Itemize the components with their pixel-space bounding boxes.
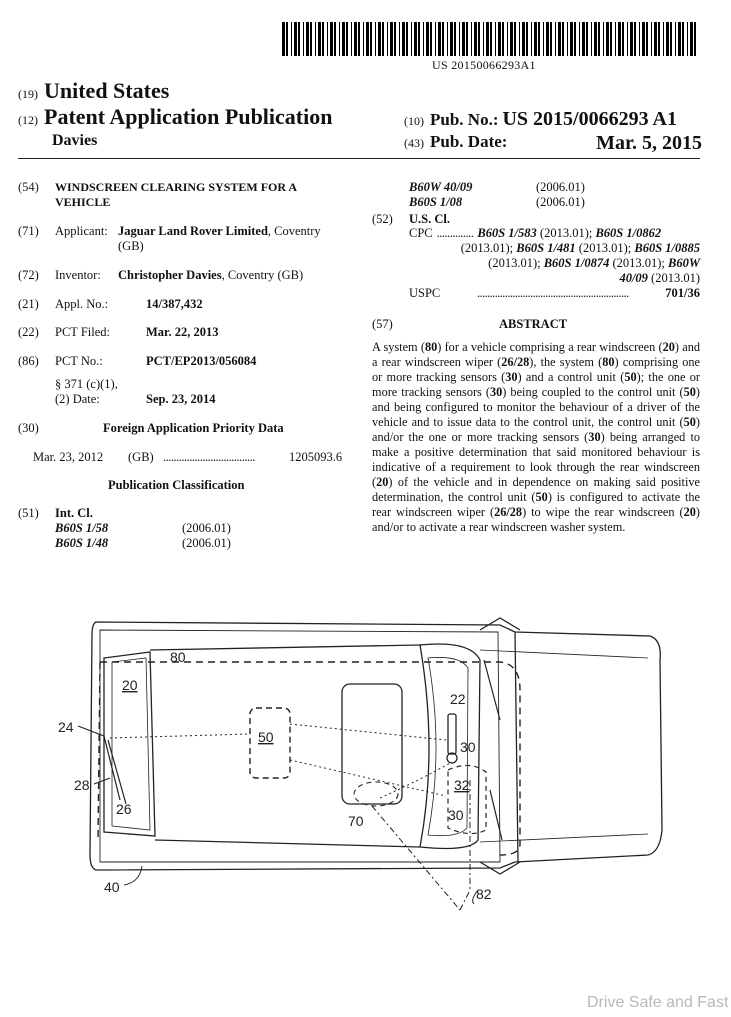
barcode-bar <box>567 22 568 56</box>
barcode-bar <box>414 22 417 56</box>
abstract-segment: ) comprising one or more tracking sensors ( <box>372 355 701 384</box>
applicant-location: , Coventry <box>267 224 321 238</box>
barcode-bar <box>459 22 460 56</box>
abstract-segment: ) of the vehicle and in dependence on making said positive determination, the control unit ( <box>372 475 700 504</box>
pubdate-code: (43) <box>404 136 424 150</box>
barcode-bar <box>438 22 441 56</box>
barcode-bar <box>339 22 340 56</box>
barcode-bar <box>342 22 345 56</box>
barcode-bar <box>430 22 432 56</box>
pct-filed-label: PCT Filed: <box>55 325 110 339</box>
barcode-bar <box>526 22 528 56</box>
country-heading <box>18 78 169 104</box>
intcl-version-3: (2006.01) <box>536 180 585 194</box>
cpc-class-6a: B60W <box>668 256 700 270</box>
abstract-ref-number: 30 <box>505 370 518 384</box>
barcode-bar <box>682 22 684 56</box>
barcode-bar <box>291 22 292 56</box>
barcode-bar <box>447 22 448 56</box>
barcode-bar <box>310 22 312 56</box>
abstract-segment: ) to wipe the rear windscreen ( <box>522 505 684 519</box>
barcode-bar <box>519 22 520 56</box>
abstract-segment: ) being coupled to the control unit ( <box>502 385 684 399</box>
intcl-label: Int. Cl. <box>55 506 93 520</box>
barcode-bar <box>334 22 336 56</box>
abstract-segment: A system ( <box>372 340 425 354</box>
barcode-bar <box>543 22 544 56</box>
intcl-class-2: B60S 1/48 <box>55 536 109 550</box>
title-code: (54) <box>18 180 39 194</box>
s371-value: Sep. 23, 2014 <box>146 392 216 406</box>
label-70: 70 <box>348 813 364 829</box>
pubno-label: Pub. No.: <box>430 110 499 129</box>
barcode-bar <box>495 22 496 56</box>
barcode-bar <box>522 22 525 56</box>
cpc-version-5: (2013.01); <box>612 256 665 270</box>
country-name: United States <box>44 78 170 103</box>
abstract-segment: ) and a rear windscreen wiper ( <box>372 340 700 369</box>
barcode-bar <box>351 22 352 56</box>
driver-head <box>354 782 398 806</box>
priority-heading: Foreign Application Priority Data <box>103 421 284 435</box>
label-26: 26 <box>116 801 132 817</box>
abstract-ref-number: 20 <box>683 505 696 519</box>
barcode-bar <box>327 22 328 56</box>
abstract-segment: ) and/or to activate a rear windscreen washer system. <box>372 505 700 534</box>
barcode-bar <box>435 22 436 56</box>
pubno-value: US 2015/0066293 A1 <box>502 108 677 130</box>
barcode-bar <box>642 22 645 56</box>
barcode-bar <box>322 22 324 56</box>
barcode-bar <box>286 22 288 56</box>
label-28: 28 <box>74 777 90 793</box>
barcode-bar <box>630 22 633 56</box>
abstract-text <box>372 340 700 535</box>
barcode-bar <box>306 22 309 56</box>
barcode-bar <box>402 22 405 56</box>
barcode-bar <box>550 22 552 56</box>
barcode-bar <box>387 22 388 56</box>
uspc-dots: ............................................................ <box>477 286 629 300</box>
barcode-bar <box>634 22 636 56</box>
vehicle-figure <box>0 600 731 920</box>
cpc-version-6: (2013.01) <box>651 271 700 285</box>
pct-filed-value: Mar. 22, 2013 <box>146 325 219 339</box>
barcode-bar <box>490 22 492 56</box>
cpc-class-5: B60S 1/0874 <box>543 256 610 270</box>
publication-number <box>404 108 677 131</box>
abstract-ref-number: 80 <box>602 355 615 369</box>
pubdate-value: Mar. 5, 2015 <box>596 132 702 154</box>
label-30a: 30 <box>460 739 476 755</box>
barcode-bar <box>694 22 696 56</box>
barcode-bar <box>622 22 624 56</box>
cpc-class-1: B60S 1/583 <box>477 226 537 240</box>
barcode-bar <box>606 22 609 56</box>
abstract-code: (57) <box>372 317 393 331</box>
pct-no-code: (86) <box>18 354 39 368</box>
pct-filed-code: (22) <box>18 325 39 339</box>
intcl-version-1: (2006.01) <box>182 521 231 535</box>
inventor-short: Davies <box>52 132 98 149</box>
barcode-bar <box>639 22 640 56</box>
pub-class-heading: Publication Classification <box>108 478 245 492</box>
barcode-bar <box>675 22 676 56</box>
priority-dots: ................................... <box>163 450 255 464</box>
label-40: 40 <box>104 879 120 895</box>
barcode-bar <box>615 22 616 56</box>
barcode-bar <box>358 22 360 56</box>
cpc-class-6b: 40/09 <box>619 271 648 285</box>
barcode-bar <box>442 22 444 56</box>
cpc-dots: .............. <box>436 226 474 240</box>
barcode-bar <box>366 22 369 56</box>
barcode-bar <box>423 22 424 56</box>
barcode-bar <box>471 22 472 56</box>
barcode-bar <box>690 22 693 56</box>
barcode-bar <box>282 22 285 56</box>
abstract-segment: ) and being configured to monitor the behaviour of a driver of the vehicle and to issue data to the control unit, the control unit ( <box>372 385 700 429</box>
priority-date: Mar. 23, 2012 <box>33 450 104 464</box>
uscl-label: U.S. Cl. <box>409 212 450 226</box>
abstract-segment: ) for a vehicle comprising a rear windscreen ( <box>437 340 663 354</box>
barcode-bar <box>687 22 688 56</box>
header-divider <box>18 158 700 159</box>
barcode-bar <box>598 22 600 56</box>
barcode-bar <box>454 22 456 56</box>
barcode-bar <box>507 22 508 56</box>
label-20: 20 <box>122 677 138 693</box>
label-32: 32 <box>454 777 470 793</box>
barcode-bar <box>378 22 381 56</box>
appl-label: Appl. No.: <box>55 297 109 311</box>
barcode-bar <box>531 22 532 56</box>
barcode-bar <box>610 22 612 56</box>
country-code: (19) <box>18 87 38 101</box>
abstract-segment: ); the one or more tracking sensors ( <box>372 370 700 399</box>
barcode-bar <box>594 22 597 56</box>
intcl-code: (51) <box>18 506 39 520</box>
intcl-class-3: B60W 40/09 <box>409 180 473 194</box>
uscl-code: (52) <box>372 212 393 226</box>
abstract-ref-number: 20 <box>662 340 675 354</box>
barcode-bar <box>294 22 297 56</box>
barcode-bar <box>474 22 477 56</box>
barcode-bar <box>318 22 321 56</box>
abstract-ref-number: 50 <box>624 370 637 384</box>
barcode-bar <box>502 22 504 56</box>
priority-code: (30) <box>18 421 39 435</box>
cpc-version-1: (2013.01); <box>539 226 593 240</box>
abstract-ref-number: 80 <box>424 340 438 354</box>
rear-wiper <box>104 736 126 804</box>
barcode-bar <box>603 22 604 56</box>
barcode-bar <box>303 22 304 56</box>
sensor-22 <box>448 714 456 754</box>
cpc-class-3: B60S 1/481 <box>516 241 576 255</box>
inventor-code: (72) <box>18 268 39 282</box>
pubdate-label: Pub. Date: <box>430 132 508 151</box>
label-82: 82 <box>476 886 492 902</box>
abstract-ref-number: 50 <box>683 385 696 399</box>
barcode-bar <box>562 22 564 56</box>
barcode-bar <box>570 22 573 56</box>
intcl-version-4: (2006.01) <box>536 195 585 209</box>
barcode-number: US 20150066293A1 <box>432 58 536 72</box>
left-column <box>18 180 348 212</box>
intcl-class-4: B60S 1/08 <box>409 195 463 209</box>
cpc-version-4: (2013.01); <box>488 256 541 270</box>
applicant-label: Applicant: <box>55 224 108 238</box>
barcode-bar <box>406 22 408 56</box>
abstract-ref-number: 26/28 <box>494 505 523 519</box>
barcode-bar <box>514 22 516 56</box>
abstract-segment: ) and/or the one or more tracking sensors ( <box>372 415 700 444</box>
barcode-bar <box>558 22 561 56</box>
barcode-bar <box>538 22 540 56</box>
pct-no-value: PCT/EP2013/056084 <box>146 354 257 368</box>
barcode-bar <box>390 22 393 56</box>
inventor-label: Inventor: <box>55 268 101 282</box>
label-24: 24 <box>58 719 74 735</box>
barcode-bar <box>399 22 400 56</box>
barcode-bar <box>315 22 316 56</box>
barcode-bar <box>658 22 660 56</box>
barcode-bar <box>363 22 364 56</box>
label-50: 50 <box>258 729 274 745</box>
abstract-ref-number: 50 <box>535 490 548 504</box>
barcode-bar <box>466 22 468 56</box>
cpc-version-2: (2013.01); <box>460 241 514 255</box>
title-line-1: WINDSCREEN CLEARING SYSTEM FOR A <box>55 180 298 194</box>
s371-line-2: (2) Date: <box>55 392 100 406</box>
abstract-ref-number: 30 <box>588 430 601 444</box>
barcode-bar <box>582 22 585 56</box>
applicant-country: (GB) <box>118 239 144 253</box>
barcode-bar <box>382 22 384 56</box>
intcl-class-1: B60S 1/58 <box>55 521 109 535</box>
barcode-bar <box>375 22 376 56</box>
publication-type <box>18 104 332 130</box>
priority-country: (GB) <box>128 450 154 464</box>
barcode-bar <box>346 22 348 56</box>
abstract-ref-number: 20 <box>376 475 389 489</box>
barcode-bar <box>354 22 357 56</box>
barcode-bar <box>418 22 420 56</box>
barcode-bar <box>370 22 372 56</box>
abstract-ref-number: 50 <box>683 415 696 429</box>
barcode-bar <box>579 22 580 56</box>
barcode-bar <box>298 22 300 56</box>
applicant-code: (71) <box>18 224 39 238</box>
abstract-ref-number: 30 <box>490 385 503 399</box>
barcode-bar <box>574 22 576 56</box>
barcode-bar <box>426 22 429 56</box>
barcode-bar <box>618 22 621 56</box>
uspc-label: USPC <box>409 286 441 300</box>
barcode-bar <box>486 22 489 56</box>
barcode-bar <box>546 22 549 56</box>
barcode-bar <box>627 22 628 56</box>
abstract-segment: ) being arranged to make a positive determination that said monitored behaviour is indicative of a requirement to look through the rear windscreen ( <box>372 430 701 489</box>
pubtype-code: (12) <box>18 113 38 127</box>
barcode-bar <box>555 22 556 56</box>
cpc-class-2: B60S 1/0862 <box>595 226 662 240</box>
barcode-bar <box>450 22 453 56</box>
barcode-bar <box>591 22 592 56</box>
appl-code: (21) <box>18 297 39 311</box>
inventor-location: , Coventry (GB) <box>221 268 304 282</box>
barcode-bar <box>478 22 480 56</box>
barcode-bar <box>646 22 648 56</box>
label-30b: 30 <box>448 807 464 823</box>
pubtype-name: Patent Application Publication <box>44 104 333 129</box>
watermark: Drive Safe and Fast <box>587 994 729 1011</box>
pubno-code: (10) <box>404 114 424 128</box>
label-22: 22 <box>450 691 466 707</box>
barcode-bar <box>651 22 652 56</box>
uspc-value: 701/36 <box>665 286 700 300</box>
abstract-ref-number: 26/28 <box>501 355 530 369</box>
abstract-segment: ) is configured to activate the rear windscreen wiper ( <box>372 490 701 519</box>
label-80: 80 <box>170 649 186 665</box>
barcode-bar <box>498 22 501 56</box>
priority-number: 1205093.6 <box>289 450 343 464</box>
sunroof <box>342 684 402 804</box>
barcode-bar <box>483 22 484 56</box>
abstract-heading: ABSTRACT <box>499 317 568 331</box>
barcode-bar <box>654 22 657 56</box>
cpc-version-3: (2013.01); <box>578 241 632 255</box>
barcode-bar <box>462 22 465 56</box>
intcl-version-2: (2006.01) <box>182 536 231 550</box>
barcode-bar <box>678 22 681 56</box>
title-line-2: VEHICLE <box>55 195 111 209</box>
appl-value: 14/387,432 <box>146 297 203 311</box>
pct-no-label: PCT No.: <box>55 354 103 368</box>
barcode <box>282 22 700 56</box>
cpc-class-4: B60S 1/0885 <box>634 241 700 255</box>
barcode-bar <box>666 22 669 56</box>
barcode-bar <box>670 22 672 56</box>
barcode-bar <box>394 22 396 56</box>
barcode-bar <box>411 22 412 56</box>
cpc-label: CPC <box>409 226 433 240</box>
abstract-segment: ), the system ( <box>529 355 603 369</box>
barcode-bar <box>330 22 333 56</box>
abstract-segment: ) and a control unit ( <box>517 370 625 384</box>
publication-date <box>404 132 702 155</box>
barcode-bar <box>586 22 588 56</box>
barcode-bar <box>534 22 537 56</box>
barcode-bar <box>663 22 664 56</box>
inventor-name: Christopher Davies <box>118 268 222 282</box>
applicant-name: Jaguar Land Rover Limited <box>118 224 268 238</box>
s371-line-1: § 371 (c)(1), <box>55 377 118 391</box>
barcode-bar <box>510 22 513 56</box>
